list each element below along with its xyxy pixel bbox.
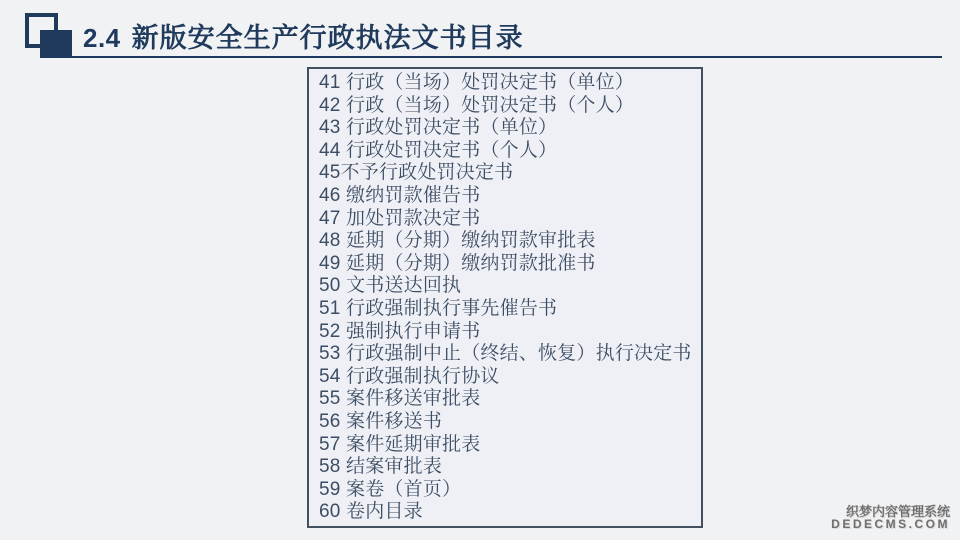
list-item: 54 行政强制执行协议 (319, 365, 500, 387)
page-title: 新版安全生产行政执法文书目录 (131, 23, 524, 53)
list-item: 44 行政处罚决定书（个人） (319, 139, 558, 161)
list-item: 48 延期（分期）缴纳罚款审批表 (319, 230, 596, 252)
list-item: 58 结案审批表 (319, 456, 443, 478)
title-underline-divider (72, 56, 942, 58)
list-item: 46 缴纳罚款催告书 (319, 184, 481, 206)
list-item: 50 文书送达回执 (319, 275, 462, 297)
list-item: 52 强制执行申请书 (319, 320, 481, 342)
list-item: 53 行政强制中止（终结、恢复）执行决定书 (319, 343, 692, 365)
list-item: 55 案件移送审批表 (319, 388, 481, 410)
list-item: 56 案件移送书 (319, 410, 443, 432)
list-item: 41 行政（当场）处罚决定书（单位） (319, 72, 635, 93)
watermark-chinese-text: 织梦内容管理系统 (845, 504, 950, 519)
list-item: 57 案件延期审批表 (319, 433, 481, 455)
list-item: 47 加处罚款决定书 (319, 207, 481, 229)
list-item: 45不予行政处罚决定书 (319, 162, 514, 184)
watermark-domain-text: DEDECMS.COM (831, 517, 950, 531)
section-number: 2.4 (83, 23, 121, 53)
document-list-panel (307, 67, 703, 528)
list-item: 59 案卷（首页） (319, 478, 462, 500)
list-item: 49 延期（分期）缴纳罚款批准书 (319, 252, 596, 274)
overlapping-squares-icon-fill (40, 30, 72, 58)
list-item: 60 卷内目录 (319, 501, 423, 523)
slide-header (83, 16, 524, 55)
list-item: 43 行政处罚决定书（单位） (319, 117, 558, 139)
list-item: 51 行政强制执行事先催告书 (319, 297, 558, 319)
watermark (831, 505, 950, 531)
list-item: 42 行政（当场）处罚决定书（个人） (319, 94, 635, 116)
